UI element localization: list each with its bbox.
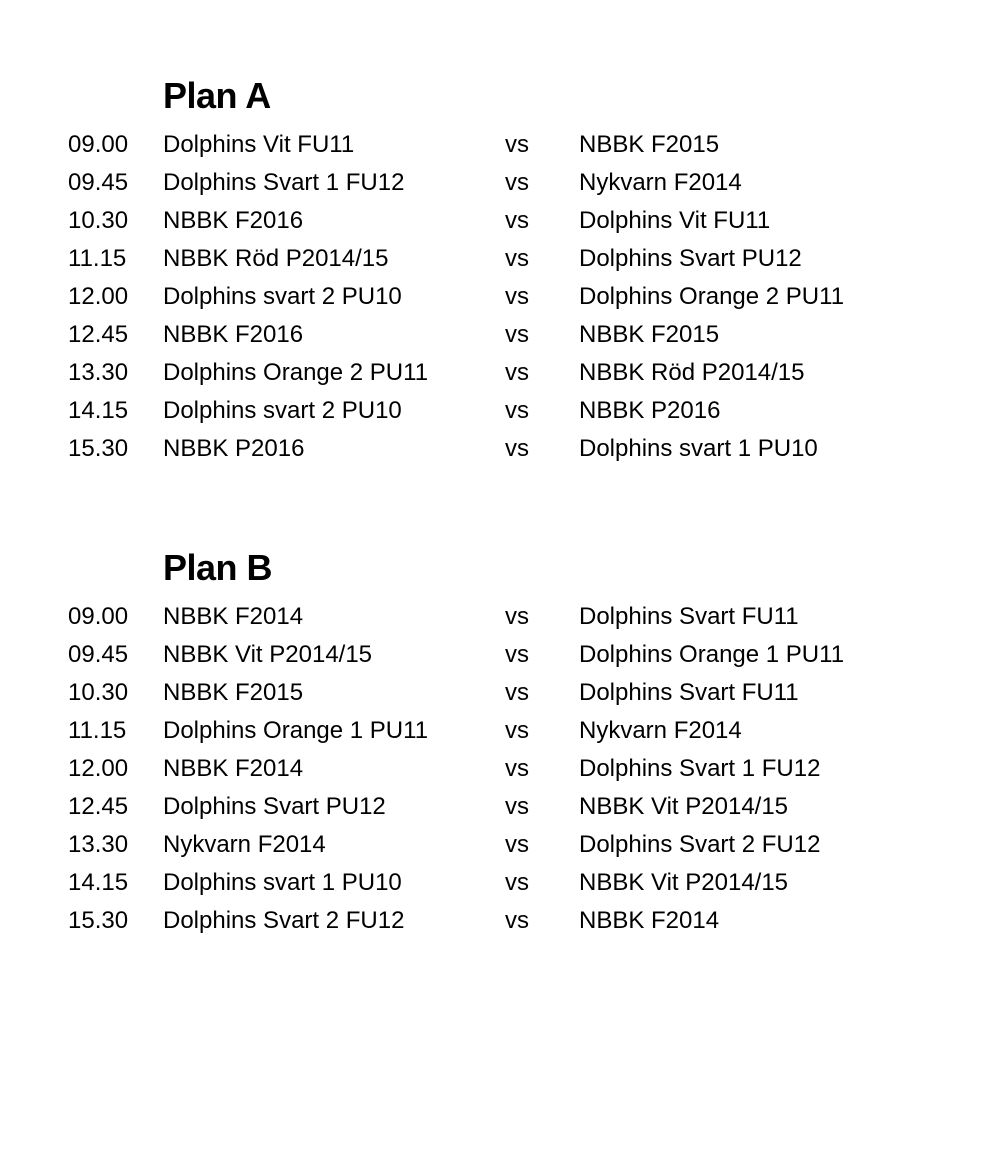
match-time: 12.45 (68, 321, 129, 348)
home-team: NBBK Röd P2014/15 (163, 245, 389, 272)
match-row (0, 354, 1000, 392)
versus-label: vs (505, 869, 529, 896)
home-team: NBBK F2014 (163, 603, 304, 630)
away-team: Dolphins Orange 2 PU11 (579, 283, 845, 310)
match-time: 13.30 (68, 359, 129, 386)
match-row (0, 788, 1000, 826)
match-time: 13.30 (68, 831, 129, 858)
match-time: 09.45 (68, 641, 129, 668)
match-row (0, 316, 1000, 354)
match-time: 15.30 (68, 907, 129, 934)
home-team: Dolphins svart 2 PU10 (163, 283, 402, 310)
match-row (0, 674, 1000, 712)
home-team: Dolphins Vit FU11 (163, 131, 355, 158)
away-team: Nykvarn F2014 (579, 717, 742, 744)
home-team: NBBK Vit P2014/15 (163, 641, 373, 668)
match-time: 09.00 (68, 603, 129, 630)
away-team: NBBK P2016 (579, 397, 721, 424)
versus-label: vs (505, 907, 529, 934)
match-time: 11.15 (68, 245, 127, 272)
match-row (0, 864, 1000, 902)
match-time: 12.45 (68, 793, 129, 820)
away-team: NBBK F2014 (579, 907, 720, 934)
home-team: NBBK F2016 (163, 321, 304, 348)
versus-label: vs (505, 397, 529, 424)
versus-label: vs (505, 131, 529, 158)
away-team: NBBK Röd P2014/15 (579, 359, 805, 386)
versus-label: vs (505, 793, 529, 820)
away-team: Dolphins Svart 2 FU12 (579, 831, 821, 858)
match-row (0, 636, 1000, 674)
match-row (0, 202, 1000, 240)
home-team: Dolphins Svart 2 FU12 (163, 907, 405, 934)
plan-a-schedule (0, 126, 1000, 468)
away-team: Nykvarn F2014 (579, 169, 742, 196)
match-time: 14.15 (68, 397, 129, 424)
home-team: Dolphins Orange 2 PU11 (163, 359, 429, 386)
match-row (0, 240, 1000, 278)
home-team: Dolphins svart 1 PU10 (163, 869, 402, 896)
versus-label: vs (505, 245, 529, 272)
match-row (0, 430, 1000, 468)
versus-label: vs (505, 169, 529, 196)
home-team: Dolphins Svart PU12 (163, 793, 386, 820)
match-time: 11.15 (68, 717, 127, 744)
plan-b-title: Plan B (163, 547, 273, 588)
away-team: NBBK Vit P2014/15 (579, 793, 789, 820)
home-team: Nykvarn F2014 (163, 831, 326, 858)
away-team: Dolphins Svart 1 FU12 (579, 755, 821, 782)
versus-label: vs (505, 755, 529, 782)
plan-b-schedule (0, 598, 1000, 940)
versus-label: vs (505, 207, 529, 234)
plan-a-title: Plan A (163, 75, 271, 116)
match-time: 15.30 (68, 435, 129, 462)
match-row (0, 750, 1000, 788)
match-time: 09.00 (68, 131, 129, 158)
match-row (0, 164, 1000, 202)
versus-label: vs (505, 283, 529, 310)
versus-label: vs (505, 321, 529, 348)
versus-label: vs (505, 603, 529, 630)
versus-label: vs (505, 641, 529, 668)
away-team: Dolphins Vit FU11 (579, 207, 771, 234)
match-time: 12.00 (68, 755, 129, 782)
home-team: NBBK F2016 (163, 207, 304, 234)
home-team: Dolphins Orange 1 PU11 (163, 717, 429, 744)
home-team: NBBK P2016 (163, 435, 305, 462)
match-row (0, 126, 1000, 164)
match-row (0, 712, 1000, 750)
away-team: NBBK F2015 (579, 131, 720, 158)
versus-label: vs (505, 359, 529, 386)
match-time: 12.00 (68, 283, 129, 310)
match-row (0, 392, 1000, 430)
away-team: NBBK F2015 (579, 321, 720, 348)
home-team: Dolphins svart 2 PU10 (163, 397, 402, 424)
home-team: NBBK F2014 (163, 755, 304, 782)
match-row (0, 278, 1000, 316)
match-time: 14.15 (68, 869, 129, 896)
away-team: Dolphins Orange 1 PU11 (579, 641, 845, 668)
match-row (0, 826, 1000, 864)
home-team: Dolphins Svart 1 FU12 (163, 169, 405, 196)
away-team: Dolphins Svart FU11 (579, 603, 799, 630)
versus-label: vs (505, 831, 529, 858)
home-team: NBBK F2015 (163, 679, 304, 706)
match-row (0, 902, 1000, 940)
match-time: 09.45 (68, 169, 129, 196)
match-row (0, 598, 1000, 636)
away-team: Dolphins svart 1 PU10 (579, 435, 818, 462)
away-team: Dolphins Svart FU11 (579, 679, 799, 706)
match-time: 10.30 (68, 207, 129, 234)
away-team: NBBK Vit P2014/15 (579, 869, 789, 896)
versus-label: vs (505, 435, 529, 462)
match-time: 10.30 (68, 679, 129, 706)
away-team: Dolphins Svart PU12 (579, 245, 802, 272)
versus-label: vs (505, 679, 529, 706)
versus-label: vs (505, 717, 529, 744)
